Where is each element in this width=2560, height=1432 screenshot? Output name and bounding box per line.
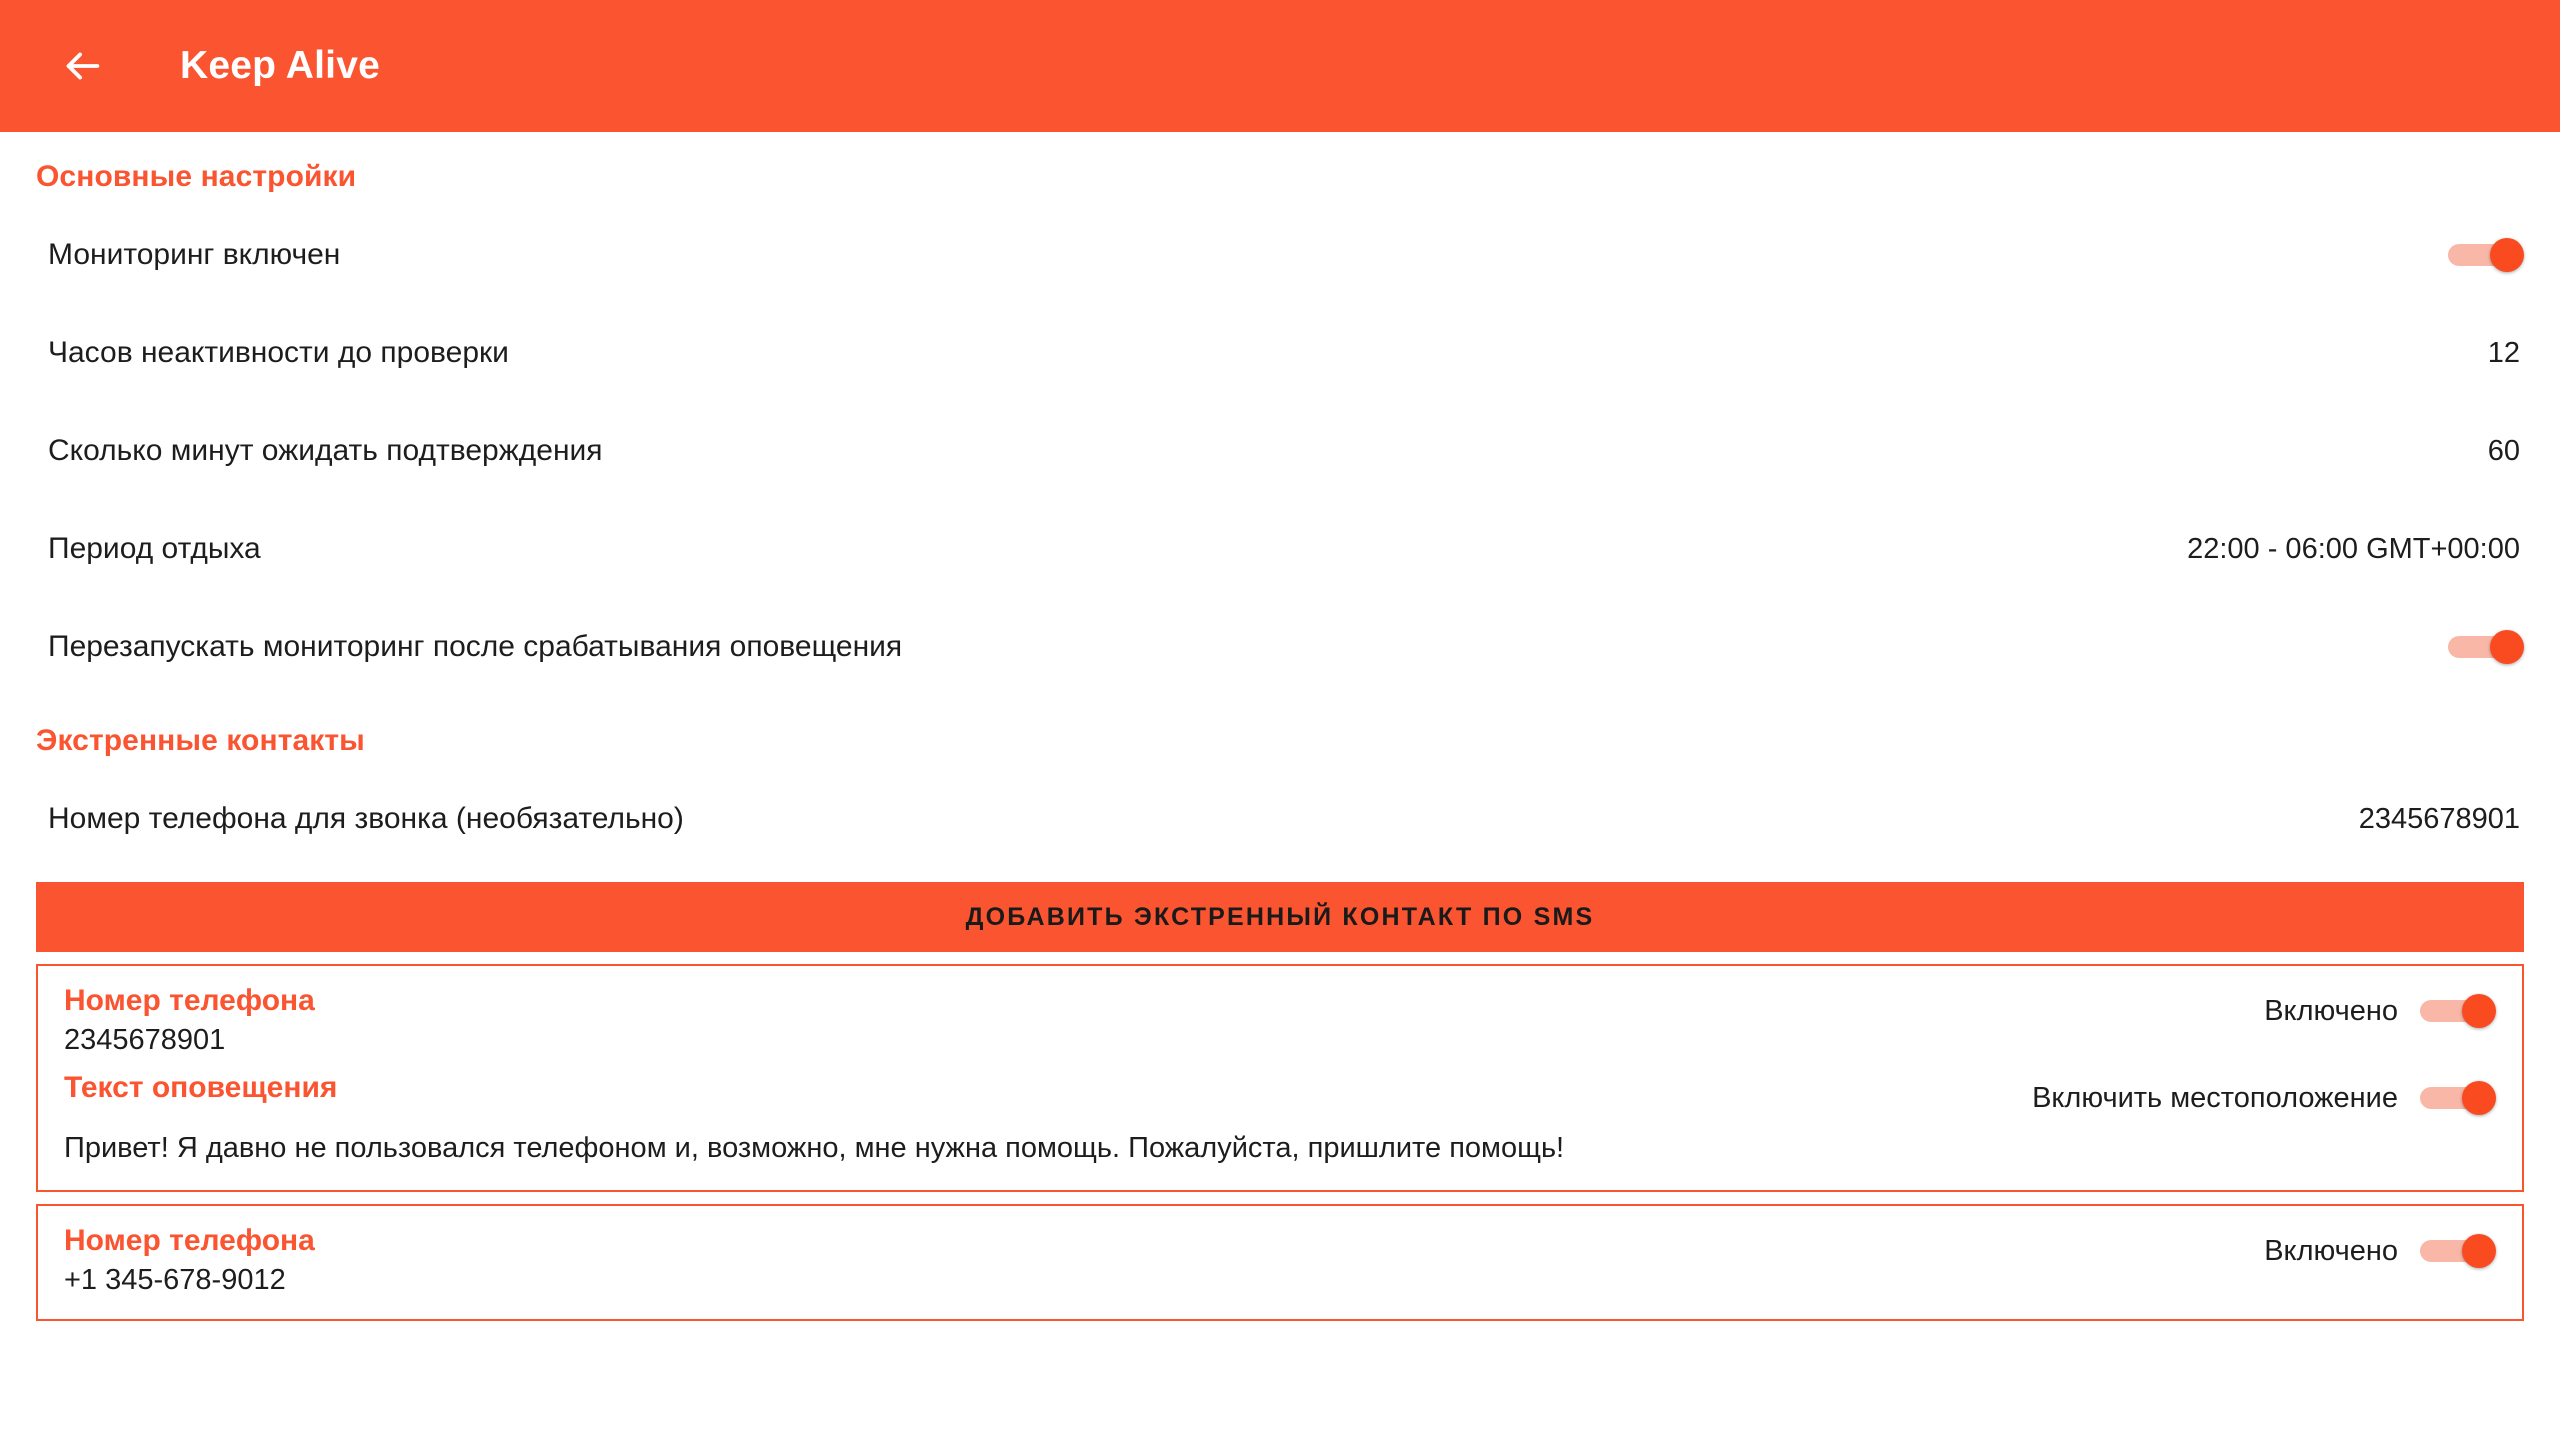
toggle-contact-enabled[interactable] bbox=[2420, 1234, 2496, 1268]
setting-value: 60 bbox=[2487, 434, 2520, 467]
page-title: Keep Alive bbox=[180, 44, 380, 87]
contact-phone-title: Номер телефона bbox=[64, 1224, 315, 1258]
setting-row-restart-monitoring[interactable] bbox=[0, 598, 2560, 696]
setting-label: Мониторинг включен bbox=[48, 238, 341, 271]
arrow-left-icon bbox=[59, 43, 105, 89]
contact-phone-value[interactable]: 2345678901 bbox=[64, 1024, 226, 1056]
toggle-knob bbox=[2490, 630, 2524, 664]
setting-row-monitoring-enabled[interactable] bbox=[0, 206, 2560, 304]
toggle-include-location[interactable] bbox=[2420, 1081, 2496, 1115]
add-sms-emergency-contact-button[interactable]: ДОБАВИТЬ ЭКСТРЕННЫЙ КОНТАКТ ПО SMS bbox=[36, 882, 2524, 952]
toggle-contact-enabled[interactable] bbox=[2420, 994, 2496, 1028]
section-header-main: Основные настройки bbox=[36, 160, 357, 193]
setting-value: 22:00 - 06:00 GMT+00:00 bbox=[2187, 532, 2520, 565]
section-header-emergency: Экстренные контакты bbox=[36, 724, 365, 757]
contact-location-label: Включить местоположение bbox=[2032, 1081, 2398, 1114]
setting-row-call-phone-number[interactable] bbox=[0, 770, 2560, 868]
toggle-monitoring-enabled[interactable] bbox=[2448, 238, 2524, 272]
contact-phone-value[interactable]: +1 345-678-9012 bbox=[64, 1264, 286, 1297]
setting-value: 12 bbox=[2487, 336, 2520, 369]
contact-phone-title: Номер телефона bbox=[64, 984, 315, 1017]
setting-row-inactivity-hours[interactable] bbox=[0, 304, 2560, 402]
setting-label: Сколько минут ожидать подтверждения bbox=[48, 434, 603, 467]
setting-row-confirmation-minutes[interactable] bbox=[0, 402, 2560, 500]
setting-label: Часов неактивности до проверки bbox=[48, 336, 509, 369]
contact-enabled-label: Включено bbox=[2264, 1234, 2398, 1267]
toggle-knob bbox=[2462, 994, 2496, 1028]
contact-enabled-label: Включено bbox=[2264, 994, 2398, 1027]
emergency-contact-card bbox=[36, 964, 2524, 1192]
contact-message-text[interactable]: Привет! Я давно не пользовался телефоном и, возможно, мне нужна помощь. Пожалуйста, пришлите помощь! bbox=[64, 1132, 1565, 1164]
setting-row-rest-period[interactable] bbox=[0, 500, 2560, 598]
setting-value: 2345678901 bbox=[2358, 802, 2520, 835]
toggle-knob bbox=[2462, 1081, 2496, 1115]
emergency-contact-card bbox=[36, 1204, 2524, 1321]
toggle-knob bbox=[2462, 1234, 2496, 1268]
setting-label: Номер телефона для звонка (необязательно) bbox=[48, 802, 684, 835]
toggle-restart-monitoring[interactable] bbox=[2448, 630, 2524, 664]
back-button[interactable] bbox=[46, 30, 118, 102]
toggle-knob bbox=[2490, 238, 2524, 272]
setting-label: Период отдыха bbox=[48, 532, 261, 565]
setting-label: Перезапускать мониторинг после срабатывания оповещения bbox=[48, 630, 903, 663]
contact-message-title: Текст оповещения bbox=[64, 1071, 338, 1104]
app-bar bbox=[0, 0, 2560, 132]
